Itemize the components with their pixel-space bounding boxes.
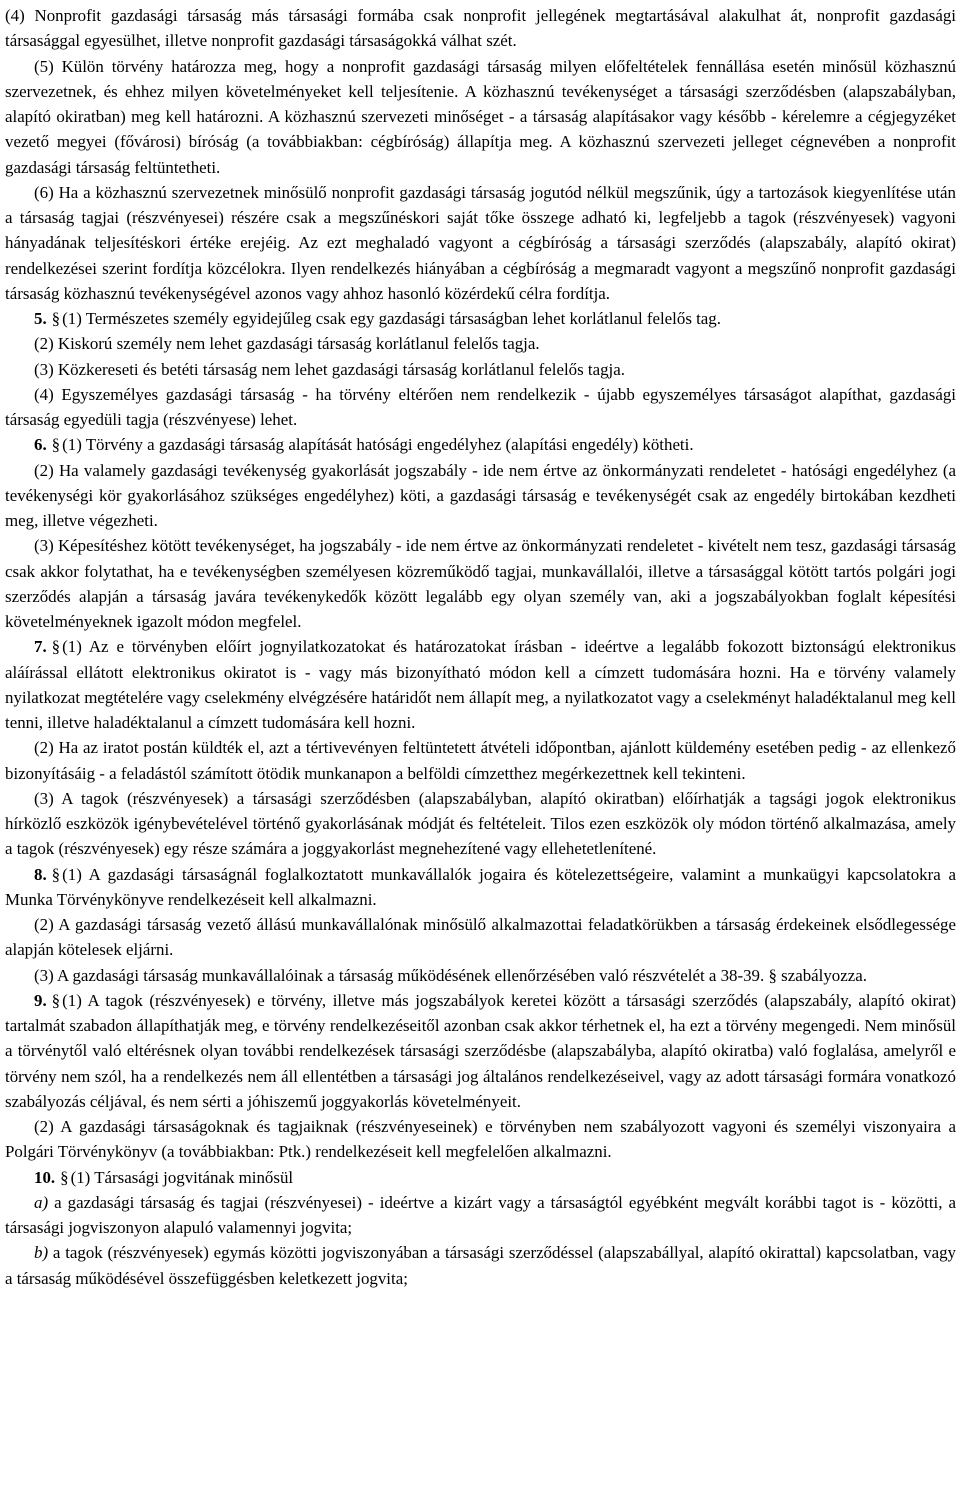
paragraph-text: (2) A gazdasági társaságoknak és tagjaiknak (részvényeseinek) e törvényben nem szabályozott vagyoni és személyi viszonyaira a Polgári Törvénykönyv (a továbbiakban: Ptk.) rendelkezéseit kell megfelelően alkalmazni.: [5, 1117, 956, 1162]
list-item-a: [5, 1190, 956, 1241]
section-10-paragraph: [5, 1165, 956, 1190]
section-number: 5.: [34, 309, 47, 328]
paragraph-p12: [5, 735, 956, 786]
section-sign: §: [51, 990, 61, 1010]
section-number: 9.: [34, 990, 47, 1010]
paragraph-text: (1) Az e törvényben előírt jognyilatkozatokat és határozatokat írásban - ideértve a legalább fokozott biztonságú elektronikus aláírással ellátott elektronikus okiratot is - vagy más bizonyítható módon kell a címzett tudomására hozni. Ha e törvény valamely nyilatkozat megtételére vagy cselekmény elvégzésére határidőt nem állapít meg, a nyilatkozatot vagy a cselekményt haladéktalanul meg kell tenni, illetve haladéktalanul a címzett tudomására kell hozni.: [5, 637, 956, 732]
paragraph-p15: [5, 912, 956, 963]
paragraph-text: (1) A tagok (részvényesek) e törvény, illetve más jogszabályok keretei között a társasági szerződés (alapszabály, alapító okirat) tartalmát szabadon állapíthatják meg, e törvény rendelkezéseitől azonban csak akkor térhetnek el, ha ezt a törvény megengedi. Nem minősül a törvénytől való eltérésnek olyan további rendelkezések társasági szerződésbe (alapszabályba, alapító okiratba) való foglalása, amelyről e törvény nem szól, ha a rendelkezés nem áll ellentétben a társasági jog általános rendelkezéseivel, vagy az adott társasági formára vonatkozó szabályozás céljával, és nem sérti a jóhiszemű joggyakorlás követelményeit.: [5, 990, 956, 1111]
paragraph-p02: [5, 54, 956, 180]
paragraph-text: a tagok (részvényesek) egymás közötti jogviszonyában a társasági szerződéssel (alapszabállyal, alapító okirattal) kapcsolatban, vagy a társaság működésével összefüggésben keletkezett jogvita;: [5, 1243, 956, 1288]
paragraph-p06: [5, 357, 956, 382]
section-sign: §: [60, 1167, 69, 1187]
section-number: 8.: [34, 864, 47, 884]
paragraph-p05: [5, 331, 956, 356]
section-5-paragraph: [5, 306, 956, 331]
section-number: 7.: [34, 637, 47, 657]
paragraph-text: (2) Ha az iratot postán küldték el, azt a tértivevényen feltüntetett átvételi időpontban, ajánlott küldemény esetében pedig - az ellenkező bizonyításáig - a feladástól számított ötödik munkanapon a belföldi címzetthez megérkezettnek kell tekinteni.: [5, 738, 956, 783]
section-8-paragraph: [5, 862, 956, 913]
section-sign: §: [51, 435, 61, 455]
section-9-paragraph: [5, 988, 956, 1114]
section-6-paragraph: [5, 432, 956, 457]
paragraph-p03: [5, 180, 956, 306]
paragraph-text: (3) Közkereseti és betéti társaság nem lehet gazdasági társaság korlátlanul felelős tagja.: [34, 359, 625, 379]
paragraph-p16: [5, 963, 956, 988]
list-item-b: [5, 1240, 956, 1291]
paragraph-text: (5) Külön törvény határozza meg, hogy a nonprofit gazdasági társaság milyen előfeltételek fennállása esetén minősül közhasznú szervezetnek, és ehhez milyen követelményeket kell teljesítenie. A közhasznú tevékenységet a társasági szerződésben (alapszabályban, alapító okiratban) meg kell határozni. A közhasznú szervezeti minőséget - a társaság alapításakor vagy később - kérelemre a cégjegyzéket vezető megyei (fővárosi) bíróság (a továbbiakban: cégbíróság) állapítja meg. A közhasznú szervezeti jelleget cégnevében a nonprofit gazdasági társaság feltüntetheti.: [5, 56, 956, 177]
section-sign: §: [51, 637, 61, 657]
paragraph-p13: [5, 786, 956, 862]
paragraph-text: (4) Nonprofit gazdasági társaság más társasági formába csak nonprofit jellegének megtartásával alakulhat át, nonprofit gazdasági társasággal egyesülhet, illetve nonprofit gazdasági társaságokká válhat szét.: [5, 6, 956, 51]
section-sign: §: [51, 309, 61, 328]
paragraph-p10: [5, 533, 956, 634]
list-item-marker: a): [34, 1192, 49, 1212]
paragraph-text: (1) A gazdasági társaságnál foglalkoztatott munkavállalók jogaira és kötelezettségeire, valamint a munkaügyi kapcsolatokra a Munka Törvénykönyve rendelkezéseit kell alkalmazni.: [5, 864, 956, 909]
paragraph-p07: [5, 382, 956, 433]
paragraph-p09: [5, 458, 956, 534]
document-page: [0, 3, 960, 1291]
section-7-paragraph: [5, 634, 956, 735]
paragraph-text: (4) Egyszemélyes gazdasági társaság - ha törvény eltérően nem rendelkezik - újabb egyszemélyes társaságot alapíthat, gazdasági társaság egyedüli tagja (részvényese) lehet.: [5, 384, 956, 429]
paragraph-text: (2) Ha valamely gazdasági tevékenység gyakorlását jogszabály - ide nem értve az önkormányzati rendeletet - hatósági engedélyhez (a tevékenységi kör gyakorlásához szükséges engedélyhez) köti, a gazdasági társaság e tevékenységét csak az engedély birtokában kezdheti meg, illetve végezheti.: [5, 460, 956, 530]
section-sign: §: [51, 864, 61, 884]
paragraph-text: (6) Ha a közhasznú szervezetnek minősülő nonprofit gazdasági társaság jogutód nélkül megszűnik, úgy a tartozások kiegyenlítése után a társaság tagjai (részvényesei) részére csak a megszűnéskori saját tőke összege adható ki, legfeljebb a tagok (részvényesek) vagyoni hányadának teljesítéskori értéke erejéig. Az ezt meghaladó vagyont a cégbíróság a társasági szerződés (alapszabály, alapító okirat) rendelkezései szerint fordítja közcélokra. Ilyen rendelkezés hiányában a cégbíróság a megmaradt vagyont a megszűnő nonprofit gazdasági társaság közhasznú tevékenységével azonos vagy ahhoz hasonló közérdekű célra fordítja.: [5, 182, 956, 303]
paragraph-text: (2) A gazdasági társaság vezető állású munkavállalónak minősülő alkalmazottai feladatkörükben a társaság érdekeinek elsődlegessége alapján kötelesek eljárni.: [5, 915, 956, 960]
section-number: 10.: [34, 1167, 56, 1187]
paragraph-text: (1) Társasági jogvitának minősül: [70, 1167, 294, 1187]
paragraph-text: (2) Kiskorú személy nem lehet gazdasági társaság korlátlanul felelős tagja.: [34, 334, 540, 354]
paragraph-text: (1) Törvény a gazdasági társaság alapítását hatósági engedélyhez (alapítási engedély) kötheti.: [62, 435, 694, 455]
section-number: 6.: [34, 435, 47, 455]
paragraph-text: a gazdasági társaság és tagjai (részvényesei) - ideértve a kizárt vagy a társaságtól egyébként megvált korábbi tagot is - közötti, a társasági jogviszonyon alapuló valamennyi jogvita;: [5, 1192, 956, 1237]
paragraph-text: (3) A gazdasági társaság munkavállalóinak a társaság működésének ellenőrzésében való részvételét a 38-39. § szabályozza.: [34, 965, 867, 985]
paragraph-text: (1) Természetes személy egyidejűleg csak egy gazdasági társaságban lehet korlátlanul felelős tag.: [62, 309, 721, 328]
paragraph-p01: [5, 3, 956, 54]
paragraph-text: (3) A tagok (részvényesek) a társasági szerződésben (alapszabályban, alapító okiratban) előírhatják a tagsági jogok elektronikus hírközlő eszközök igénybevételével történő gyakorlásának módját és feltételeit. Tilos ezen eszközök oly módon történő alkalmazása, amely a tagok (részvényesek) egy része számára a joggyakorlást megnehezítené vagy ellehetetlenítené.: [5, 788, 956, 859]
paragraph-p18: [5, 1114, 956, 1165]
paragraph-text: (3) Képesítéshez kötött tevékenységet, ha jogszabály - ide nem értve az önkormányzati rendeletet - kivételt nem tesz, gazdasági társaság csak akkor folytathat, ha e tevékenységben személyesen közreműködő tagjai, munkavállalói, illetve a társasággal kötött tartós polgári jogi szerződés alapján a társaság javára tevékenykedők között legalább egy olyan személy van, aki a jogszabályokban foglalt képesítési követelményeknek igazolt módon megfelel.: [5, 536, 956, 631]
list-item-marker: b): [34, 1243, 49, 1263]
